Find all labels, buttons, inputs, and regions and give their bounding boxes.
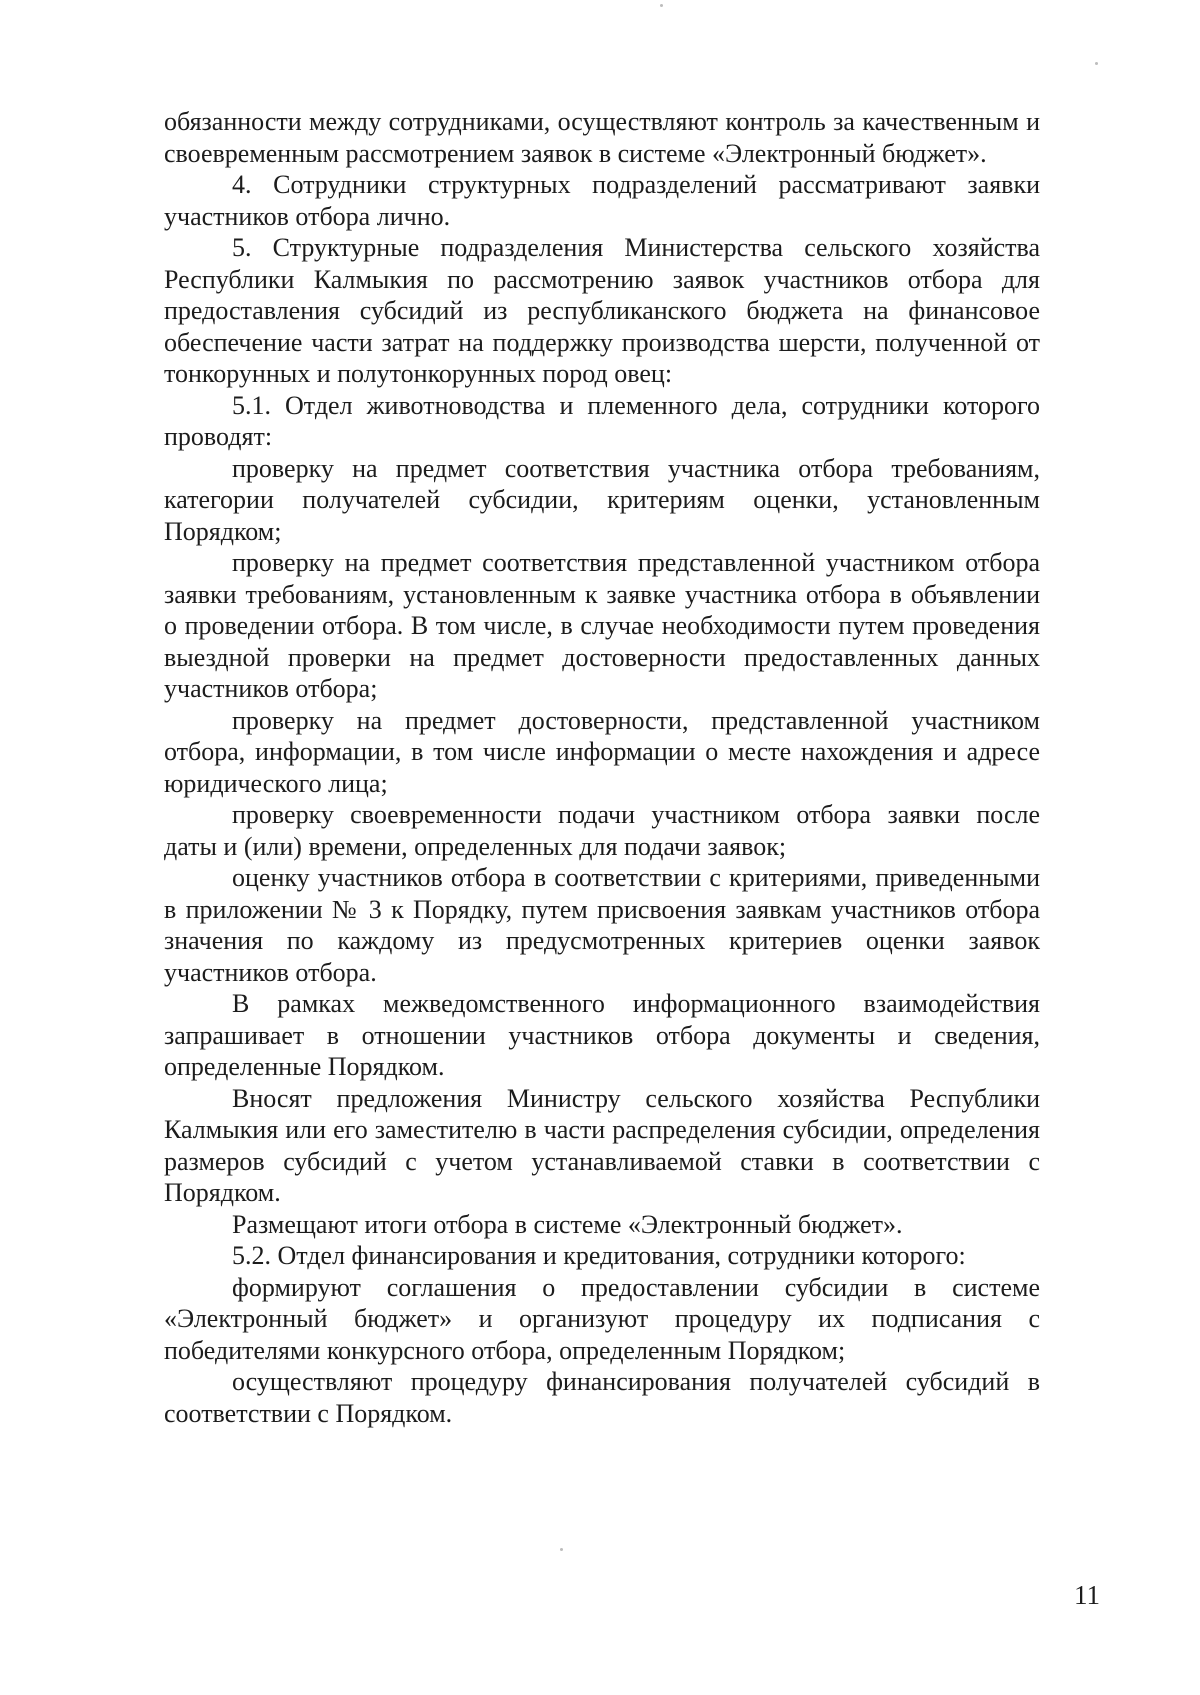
paragraph-check-requirements: проверку на предмет соответствия участника отбора требованиям, категории получателей субсидии, критериям оценки, установленным Порядком;: [164, 453, 1040, 546]
paragraph-continuation: обязанности между сотрудниками, осуществляют контроль за качественным и своевременным рассмотрением заявок в системе «Электронный бюджет».: [164, 107, 1040, 168]
scan-speck: [660, 4, 663, 7]
paragraph-item-5-2: 5.2. Отдел финансирования и кредитования, сотрудники которого:: [232, 1241, 966, 1270]
paragraph-agreements: формируют соглашения о предоставлении субсидии в системе «Электронный бюджет» и организуют процедуру их подписания с победителями конкурсного отбора, определенным Порядком;: [164, 1272, 1040, 1365]
paragraph-check-reliability: проверку на предмет достоверности, представленной участником отбора, информации, в том числе информации о месте нахождения и адресе юридического лица;: [164, 705, 1040, 798]
paragraph-item-5: 5. Структурные подразделения Министерства сельского хозяйства Республики Калмыкия по рассмотрению заявок участников отбора для предоставления субсидий из республиканского бюджета на финансовое обеспечение части затрат на поддержку производства шерсти, полученной от тонкорунных и полутонкорунных пород овец:: [164, 233, 1040, 388]
page-number: 11: [1074, 1580, 1100, 1610]
paragraph-proposals: Вносят предложения Министру сельского хозяйства Республики Калмыкия или его заместителю в части распределения субсидии, определения размеров субсидий с учетом устанавливаемой ставки в соответствии с Порядком.: [164, 1083, 1040, 1207]
paragraph-publish-results: Размещают итоги отбора в системе «Электронный бюджет».: [232, 1209, 903, 1239]
document-body: [164, 106, 1040, 1429]
paragraph-item-4: 4. Сотрудники структурных подразделений рассматривают заявки участников отбора лично.: [164, 170, 1040, 231]
paragraph-item-5-1: 5.1. Отдел животноводства и племенного дела, сотрудники которого проводят:: [164, 390, 1040, 451]
paragraph-check-timeliness: проверку своевременности подачи участником отбора заявки после даты и (или) времени, определенных для подачи заявок;: [164, 800, 1040, 861]
paragraph-check-application: проверку на предмет соответствия представленной участником отбора заявки требованиям, установленным к заявке участника отбора в объявлении о проведении отбора. В том числе, в случае необходимости путем проведения выездной проверки на предмет достоверности предоставленных данных участников отбора;: [164, 548, 1040, 703]
paragraph-interagency: В рамках межведомственного информационного взаимодействия запрашивает в отношении участников отбора документы и сведения, определенные Порядком.: [164, 989, 1040, 1081]
scan-speck: [560, 1548, 563, 1551]
paragraph-financing: осуществляют процедуру финансирования получателей субсидий в соответствии с Порядком.: [164, 1367, 1040, 1428]
paragraph-evaluation: оценку участников отбора в соответствии с критериями, приведенными в приложении № 3 к Порядку, путем присвоения заявкам участников отбора значения по каждому из предусмотренных критериев оценки заявок участников отбора.: [164, 863, 1040, 987]
scan-speck: [1095, 62, 1098, 65]
